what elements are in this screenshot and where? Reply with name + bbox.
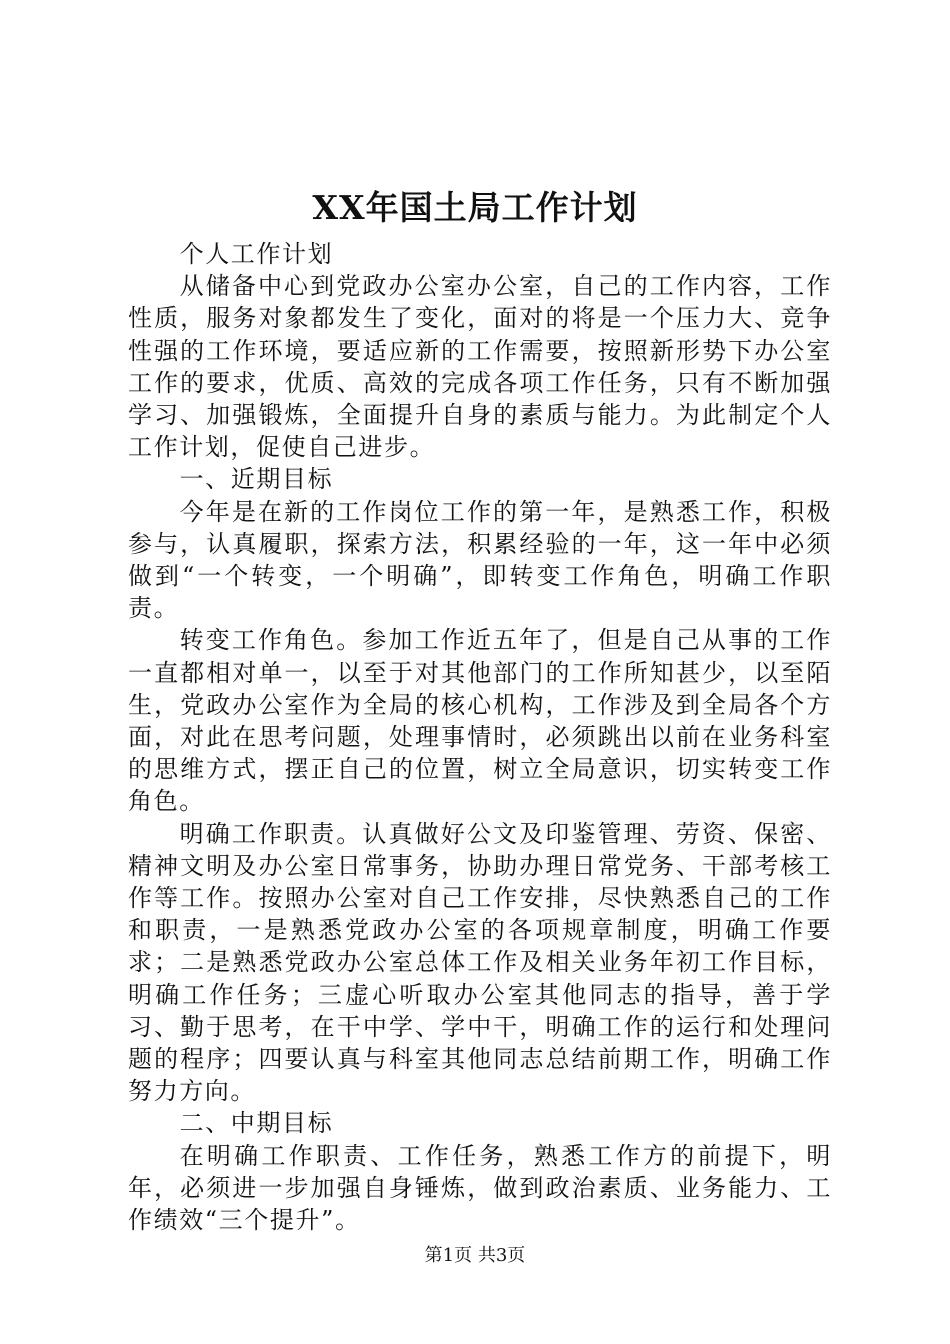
document-title: XX年国土局工作计划	[312, 188, 638, 227]
paragraph-mid-term: 在明确工作职责、工作任务，熟悉工作方的前提下，明年，必须进一步加强自身锤炼，做到政治素质、业务能力、工作绩效“三个提升”。	[128, 1141, 832, 1235]
paragraph-short-term: 今年是在新的工作岗位工作的第一年，是熟悉工作，积极参与，认真履职，探索方法，积累经验的一年，这一年中必须做到“一个转变，一个明确”，即转变工作角色，明确工作职责。	[128, 497, 832, 623]
paragraph-duties: 明确工作职责。认真做好公文及印鉴管理、劳资、保密、精神文明及办公室日常事务，协助办理日常党务、干部考核工作等工作。按照办公室对自己工作安排，尽快熟悉自己的工作和职责，一是熟悉党政办公室的各项规章制度，明确工作要求；二是熟悉党政办公室总体工作及相关业务年初工作目标，明确工作任务；三虚心听取办公室其他同志的指导，善于学习、勤于思考，在干中学、学中干，明确工作的运行和处理问题的程序；四要认真与科室其他同志总结前期工作，明确工作努力方向。	[128, 819, 832, 1106]
paragraph-role-change: 转变工作角色。参加工作近五年了，但是自己从事的工作一直都相对单一，以至于对其他部门的工作所知甚少，以至陌生，党政办公室作为全局的核心机构，工作涉及到全局各个方面，对此在思考问题，处理事情时，必须跳出以前在业务科室的思维方式，摆正自己的位置，树立全局意识，切实转变工作角色。	[128, 626, 832, 816]
page-number-footer: 第1页 共3页	[424, 1245, 526, 1266]
paragraph-subtitle: 个人工作计划	[179, 240, 334, 268]
paragraph-intro: 从储备中心到党政办公室办公室，自己的工作内容，工作性质，服务对象都发生了变化，面对的将是一个压力大、竞争性强的工作环境，要适应新的工作需要，按照新形势下办公室工作的要求，优质、高效的完成各项工作任务，只有不断加强学习、加强锻炼，全面提升自身的素质与能力。为此制定个人工作计划，促使自己进步。	[128, 272, 832, 462]
section-heading-short-term: 一、近期目标	[179, 465, 334, 494]
section-heading-mid-term: 二、中期目标	[179, 1109, 334, 1138]
document-body	[128, 238, 832, 1236]
